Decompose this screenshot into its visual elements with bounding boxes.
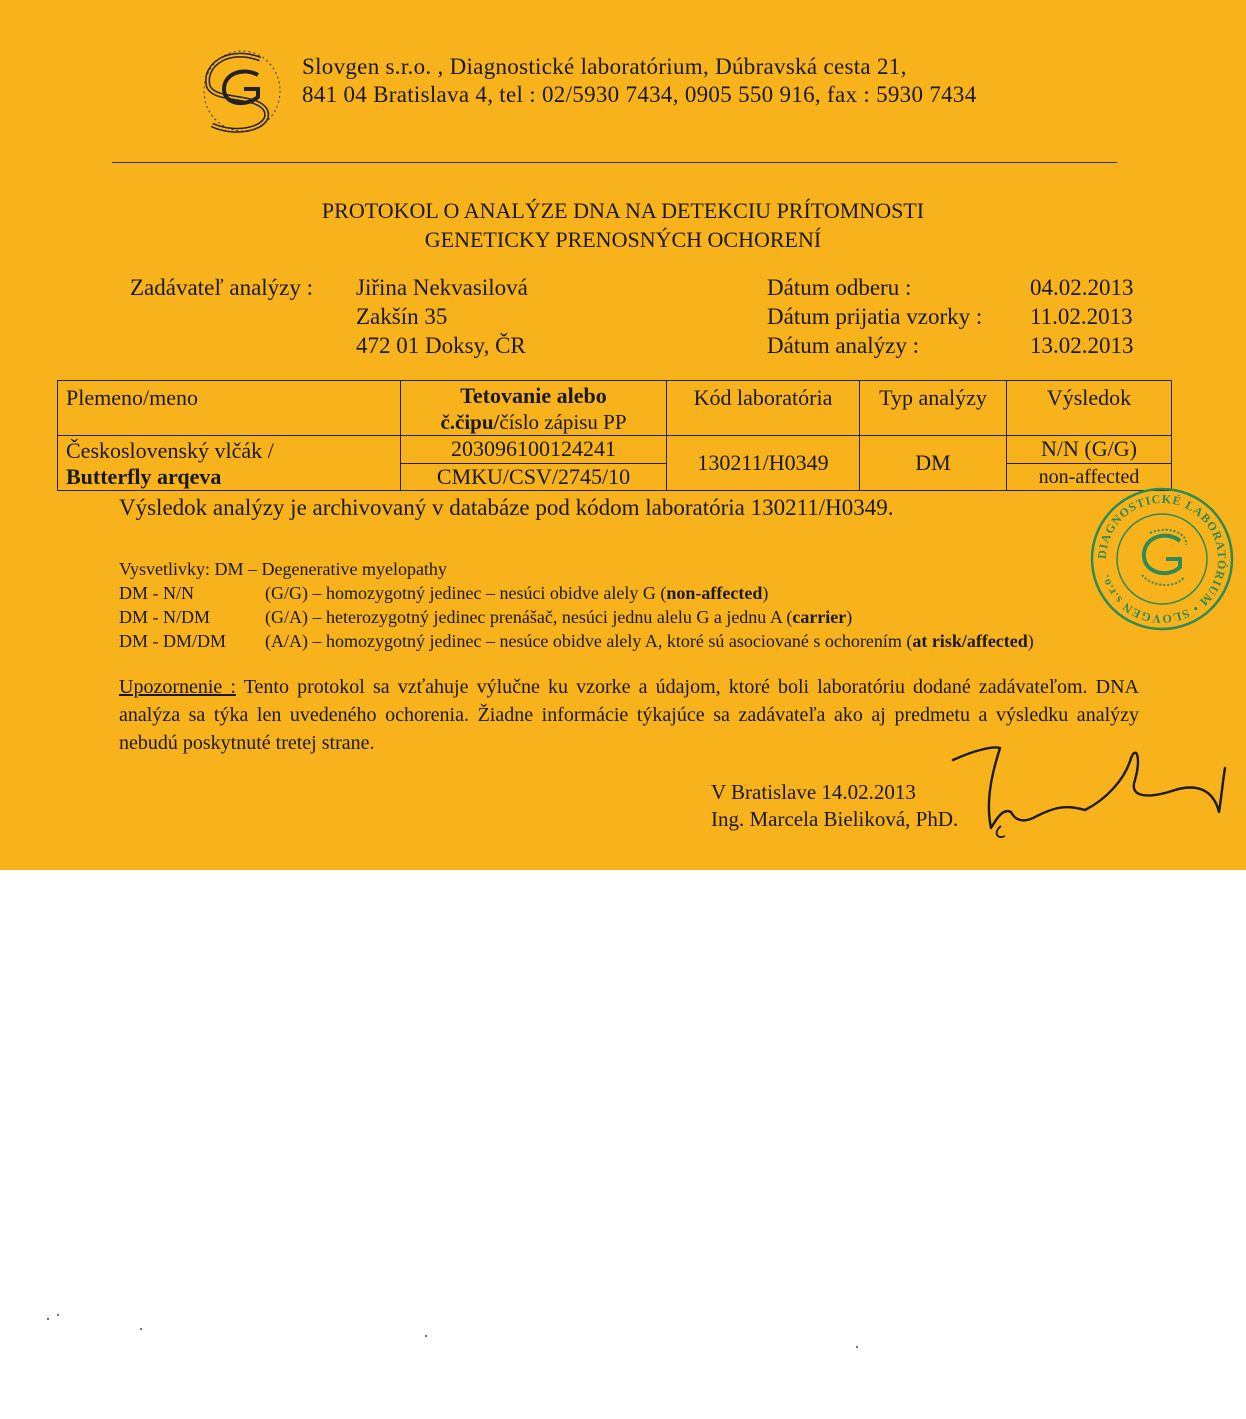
scan-speck — [140, 1328, 142, 1330]
requester-street: Zakšín 35 — [356, 304, 448, 329]
notice-text: Tento protokol sa vzťahuje výlučne ku vzorke a údajom, ktoré boli laboratóriu dodané zadávateľom. DNA analýza sa týka len uvedeného ochorenia. Žiadne informácie týkajúce sa zadávateľa ako aj predmetu a výsledku analýzy nebudú poskytnuté tretej strane. — [119, 676, 1139, 754]
received-date-label: Dátum prijatia vzorky : — [767, 304, 983, 329]
header-tattoo-line2 — [409, 409, 658, 435]
signatory-name: Ing. Marcela Bieliková, PhD. — [711, 807, 959, 831]
notice-label: Upozornenie : — [119, 676, 236, 698]
legend-item-close: ) — [1027, 631, 1034, 651]
header-breed: Plemeno/meno — [58, 381, 401, 436]
stamp-text: DIAGNOSTICKÉ LABORATÓRIUM • SLOVGEN s.r.o. — [1094, 491, 1230, 627]
header-divider — [112, 162, 1117, 163]
results-table — [57, 380, 1172, 491]
cell-lab-code: 130211/H0349 — [667, 436, 860, 491]
legend-item-code: DM - DM/DM — [119, 631, 227, 651]
laboratory-stamp-icon — [1088, 485, 1236, 633]
cell-registration: CMKU/CSV/2745/10 — [401, 464, 667, 491]
signature-place-date: V Bratislave 14.02.2013 — [711, 780, 916, 804]
legend-item-code: DM - N/DM — [119, 607, 211, 627]
header-tattoo-chip: č.čipu/ — [440, 410, 500, 434]
legend-item-description: (G/A) – heterozygotný jedinec prenášač, nesúci jednu alelu G a jednu A ( — [265, 607, 793, 627]
scan-speck — [425, 1335, 427, 1337]
requester-name: Jiřina Nekvasilová — [356, 275, 528, 300]
scan-speck — [47, 1318, 49, 1320]
scan-speck — [57, 1314, 59, 1316]
received-date-value: 11.02.2013 — [1030, 304, 1133, 329]
sampling-date-value: 04.02.2013 — [1030, 275, 1134, 300]
lab-address-line1: Slovgen s.r.o. , Diagnostické laboratórium, Dúbravská cesta 21, — [302, 54, 907, 79]
svg-text:DIAGNOSTICKÉ LABORATÓRIUM • SL — [1095, 492, 1229, 626]
requester-city: 472 01 Doksy, ČR — [356, 333, 526, 358]
legend-item-status: at risk/affected — [912, 631, 1028, 651]
legend-item-status: carrier — [792, 607, 847, 627]
analysis-date-value: 13.02.2013 — [1030, 333, 1134, 358]
cell-analysis-type: DM — [860, 436, 1007, 491]
table-header-row — [58, 381, 1172, 436]
breed-name: Československý vlčák / — [66, 438, 274, 463]
cell-chip: 203096100124241 — [401, 436, 667, 464]
document-title-line2: GENETICKY PRENOSNÝCH OCHORENÍ — [424, 227, 822, 252]
header-analysis-type: Typ analýzy — [860, 381, 1007, 436]
legend-item-description: (G/G) – homozygotný jedinec – nesúci obidve alely G ( — [265, 583, 667, 603]
sampling-date-label: Dátum odberu : — [767, 275, 912, 300]
document-title-line1: PROTOKOL O ANALÝZE DNA NA DETEKCIU PRÍTOMNOSTI — [321, 198, 925, 223]
cell-result-status: non-affected — [1007, 464, 1172, 491]
scan-speck — [856, 1346, 858, 1348]
header-lab-code: Kód laboratória — [667, 381, 860, 436]
legend-item-status: non-affected — [666, 583, 763, 603]
legend-item-description: (A/A) – homozygotný jedinec – nesúce obidve alely A, ktoré sú asociované s ochorením ( — [265, 631, 913, 651]
legend-title: Vysvetlivky: DM – Degenerative myelopathy — [119, 559, 447, 579]
archive-note: Výsledok analýzy je archivovaný v databáze pod kódom laboratória 130211/H0349. — [119, 495, 894, 520]
legend-item-code: DM - N/N — [119, 583, 194, 603]
legend-item-text — [265, 581, 768, 605]
legend-item-text — [265, 629, 1034, 653]
cell-breed — [58, 436, 401, 491]
slovgen-logo-icon — [198, 45, 286, 137]
handwritten-signature — [945, 740, 1235, 850]
header-tattoo-registration: číslo zápisu PP — [499, 410, 627, 434]
legend-item-close: ) — [846, 607, 853, 627]
requester-label: Zadávateľ analýzy : — [130, 275, 314, 300]
lab-address-line2: 841 04 Bratislava 4, tel : 02/5930 7434, 0905 550 916, fax : 5930 7434 — [302, 82, 977, 107]
table-row — [58, 436, 1172, 464]
legend-item-close: ) — [762, 583, 769, 603]
header-tattoo-line1: Tetovanie alebo — [460, 383, 607, 408]
header-tattoo — [401, 381, 667, 436]
dog-name: Butterfly arqeva — [66, 464, 222, 489]
analysis-date-label: Dátum analýzy : — [767, 333, 920, 358]
legend-item-text — [265, 605, 852, 629]
header-result: Výsledok — [1007, 381, 1172, 436]
cell-result-genotype: N/N (G/G) — [1007, 436, 1172, 464]
